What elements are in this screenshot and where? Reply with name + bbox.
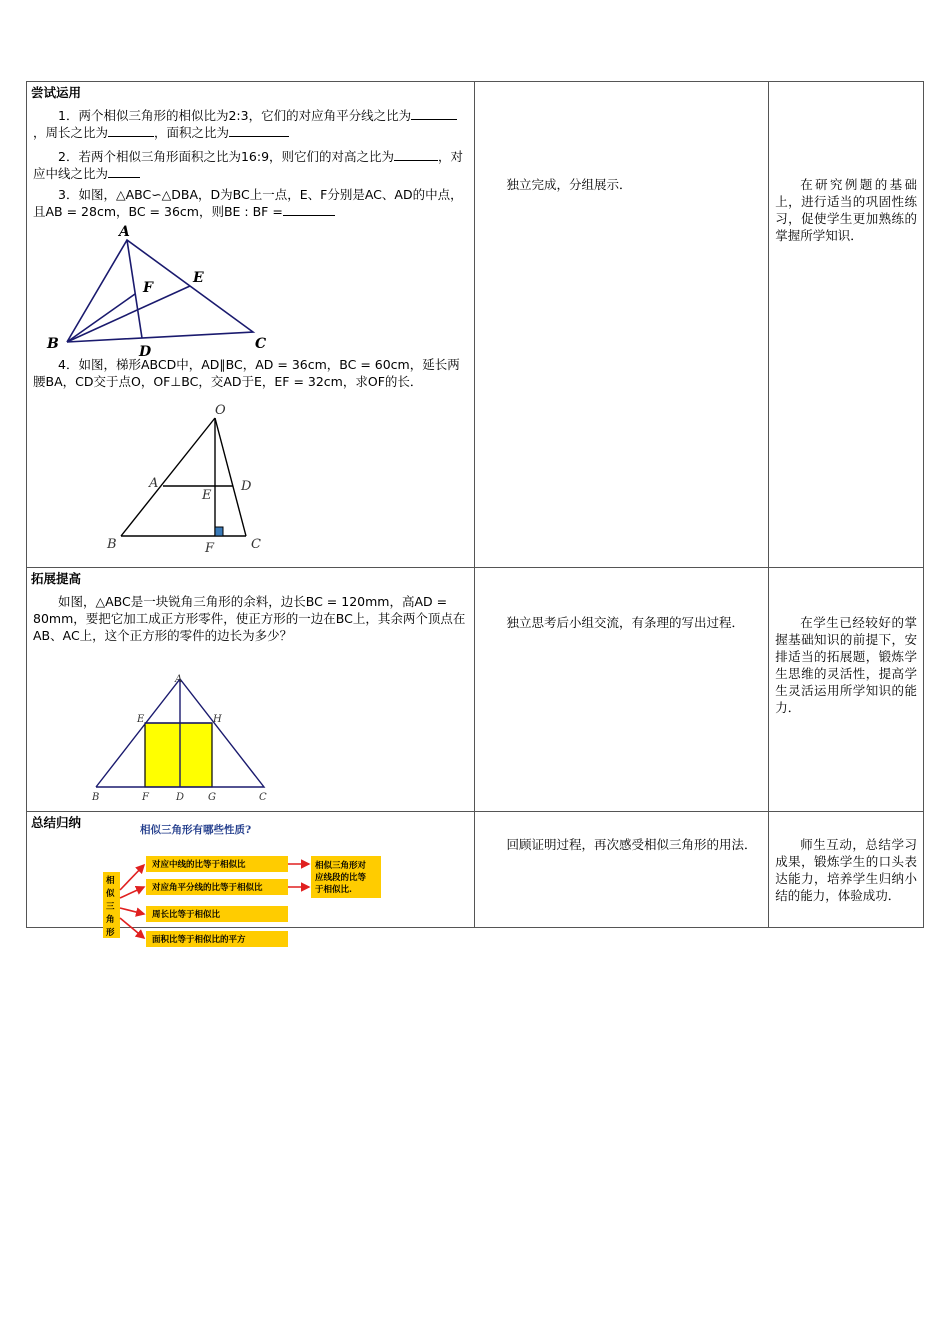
property-text: 周长比等于相似比	[152, 910, 221, 920]
diagram-question: 相似三角形有哪些性质?	[140, 824, 252, 836]
root-char: 似	[106, 889, 115, 899]
properties-diagram	[100, 820, 400, 950]
lesson-table	[26, 81, 924, 928]
question-2: 2．若两个相似三角形面积之比为16:9，则它们的对高之比为 ，对应中线之比为	[33, 149, 464, 181]
label-f: F	[142, 792, 149, 803]
answer-blank[interactable]	[108, 165, 140, 178]
cell-extend-intent	[769, 568, 924, 812]
answer-blank[interactable]	[394, 148, 438, 161]
cell-summary-activity	[475, 812, 769, 928]
root-char: 形	[106, 928, 115, 938]
question-4: 4．如图，梯形ABCD中，AD∥BC，AD = 36cm，BC = 60cm，延长两腰BA，CD交于点O，OF⊥BC，交AD于E，EF = 32cm，求OF的长．	[33, 357, 460, 389]
property-text: 对应中线的比等于相似比	[152, 860, 246, 870]
cell-try-activity	[475, 82, 769, 568]
arrow	[120, 865, 144, 890]
answer-blank[interactable]	[229, 124, 289, 137]
right-angle-mark	[215, 527, 223, 536]
root-char: 角	[106, 915, 115, 925]
square-in-triangle-figure	[87, 676, 287, 806]
property-text: 对应角平分线的比等于相似比	[152, 883, 263, 893]
label-a: A	[175, 674, 183, 685]
result-text: 于相似比.	[315, 885, 352, 895]
section-title: 拓展提高	[31, 571, 82, 586]
section-title: 总结归纳	[31, 815, 82, 830]
arrow	[120, 918, 144, 938]
intent-text: 在学生已经较好的掌握基础知识的前提下，安排适当的拓展题，锻炼学生思维的灵活性，提高学生灵活运用所学知识的能力．	[775, 615, 917, 715]
activity-text: 独立思考后小组交流，有条理的写出过程．	[506, 615, 744, 630]
label-b: B	[107, 537, 117, 552]
arrow	[120, 908, 144, 914]
row-extend	[27, 568, 924, 812]
root-char: 三	[106, 902, 115, 912]
property-text: 面积比等于相似比的平方	[152, 935, 246, 945]
cell-extend-activity	[475, 568, 769, 812]
side-ob	[121, 418, 215, 536]
label-c: C	[251, 537, 261, 552]
answer-blank[interactable]	[108, 124, 154, 137]
answer-blank[interactable]	[411, 107, 457, 120]
label-a: A	[119, 224, 130, 240]
triangle-figure-1	[33, 222, 293, 360]
label-f: F	[205, 541, 215, 556]
label-c: C	[259, 792, 267, 803]
label-c: C	[255, 336, 267, 352]
result-text: 相似三角形对	[315, 861, 367, 871]
cell-try-content	[27, 82, 475, 568]
question-3: 3．如图，△ABC∽△DBA，D为BC上一点，E、F分别是AC、AD的中点，且AB = 28cm，BC = 36cm，则BE : BF =	[33, 187, 463, 219]
label-o: O	[215, 403, 226, 418]
segment-be	[67, 286, 190, 342]
label-g: G	[208, 792, 216, 803]
label-b: B	[47, 336, 59, 352]
cell-summary-intent	[769, 812, 924, 928]
root-char: 相	[106, 876, 115, 886]
label-d: D	[241, 479, 252, 494]
cell-extend-content	[27, 568, 475, 812]
cell-try-intent	[769, 82, 924, 568]
intent-text: 在研究例题的基础上，进行适当的巩固性练习，促使学生更加熟练的掌握所学知识．	[775, 177, 917, 243]
side-oc	[215, 418, 246, 536]
arrow	[120, 887, 144, 898]
label-e: E	[193, 270, 204, 286]
label-b: B	[92, 792, 100, 803]
extend-problem: 如图，△ABC是一块锐角三角形的余料，边长BC = 120mm，高AD = 80mm，要把它加工成正方形零件，使正方形的一边在BC上，其余两个顶点在AB、AC上，这个正方形的零件的边长为多少？	[33, 594, 466, 643]
label-e: E	[202, 488, 212, 503]
triangle-abc	[67, 240, 253, 342]
result-text: 应线段的比等	[315, 873, 367, 883]
question-1: 1．两个相似三角形的相似比为2:3，它们的对应角平分线之比为，周长之比为 ，面积之比为	[33, 107, 468, 141]
row-try	[27, 82, 924, 568]
square-efgh	[145, 723, 212, 787]
label-d: D	[176, 792, 185, 803]
trapezoid-figure	[93, 400, 343, 560]
label-a: A	[149, 476, 159, 491]
segment-ad	[127, 240, 142, 338]
activity-text: 独立完成，分组展示．	[506, 177, 632, 192]
label-h: H	[213, 714, 222, 725]
section-title: 尝试运用	[31, 85, 82, 100]
answer-blank[interactable]	[283, 203, 335, 216]
activity-text: 回顾证明过程，再次感受相似三角形的用法．	[506, 837, 757, 852]
segment-bf	[67, 294, 135, 342]
label-e: E	[137, 714, 145, 725]
label-d: D	[139, 344, 152, 360]
label-f: F	[143, 280, 153, 296]
intent-text: 师生互动，总结学习成果，锻炼学生的口头表达能力，培养学生归纳小结的能力，体验成功．	[775, 837, 917, 903]
